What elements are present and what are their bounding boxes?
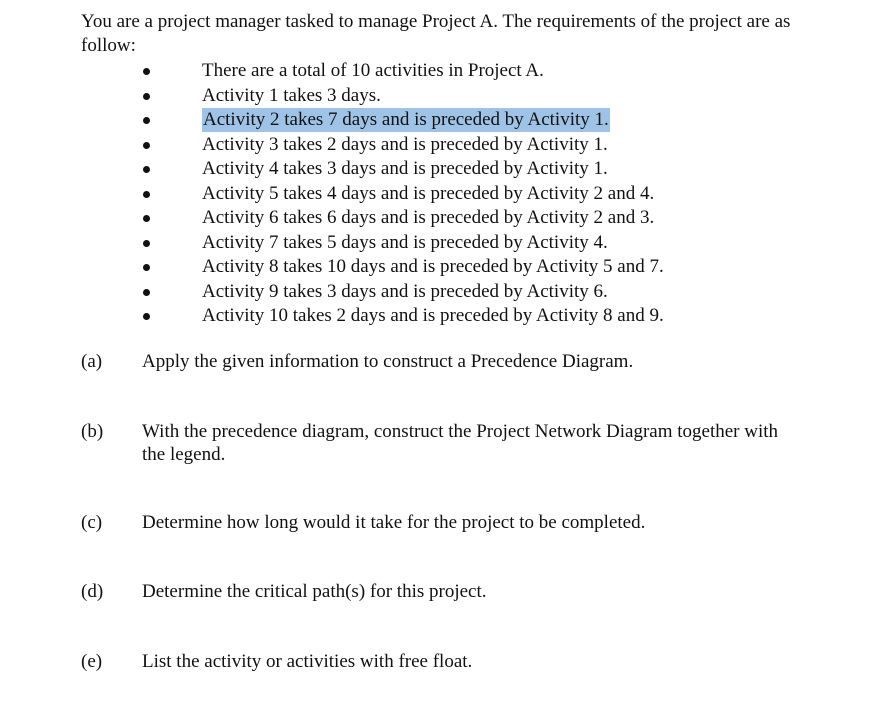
list-item-text: Activity 3 takes 2 days and is preceded by Activity 1. <box>202 133 608 155</box>
list-item <box>0 133 871 158</box>
bullet-icon <box>143 215 150 222</box>
question-text: With the precedence diagram, construct the Project Network Diagram together with the legend. <box>142 421 779 465</box>
bullet-icon <box>143 142 150 149</box>
question-label: (c) <box>81 512 103 533</box>
list-item <box>0 182 871 207</box>
question-text: Apply the given information to construct a Precedence Diagram. <box>142 351 634 372</box>
requirements-list <box>0 59 871 329</box>
list-item-text: Activity 6 takes 6 days and is preceded by Activity 2 and 3. <box>202 207 655 228</box>
list-item-text: There are a total of 10 activities in Project A. <box>202 60 544 81</box>
list-item-text: Activity 7 takes 5 days and is preceded by Activity 4. <box>202 231 608 253</box>
list-item <box>0 280 871 305</box>
list-item-text: Activity 9 takes 3 days and is preceded by Activity 6. <box>202 280 608 302</box>
list-item <box>0 59 871 84</box>
list-item <box>0 84 871 109</box>
bullet-icon <box>143 191 150 198</box>
list-item-text: Activity 10 takes 2 days and is preceded by Activity 8 and 9. <box>202 305 664 326</box>
bullet-icon <box>143 166 150 173</box>
bullet-icon <box>143 93 150 100</box>
list-item-text: Activity 8 takes 10 days and is preceded by Activity 5 and 7. <box>202 256 664 277</box>
question-text: List the activity or activities with free float. <box>142 651 473 672</box>
bullet-icon <box>143 117 150 124</box>
question-label: (b) <box>81 421 104 442</box>
bullet-icon <box>143 289 150 296</box>
list-item <box>0 157 871 182</box>
list-item-text: Activity 5 takes 4 days and is preceded by Activity 2 and 4. <box>202 182 655 204</box>
selected-text[interactable]: Activity 2 takes 7 days and is preceded by Activity 1. <box>203 109 609 130</box>
bullet-icon <box>143 313 150 320</box>
question-text: Determine how long would it take for the project to be completed. <box>142 512 646 533</box>
question-label: (d) <box>81 581 104 602</box>
list-item-text: Activity 1 takes 3 days. <box>202 84 381 106</box>
question-label: (a) <box>81 351 103 372</box>
list-item-text: Activity 4 takes 3 days and is preceded by Activity 1. <box>202 158 608 179</box>
bullet-icon <box>143 240 150 247</box>
list-item <box>0 206 871 231</box>
bullet-icon <box>143 264 150 271</box>
question-text: Determine the critical path(s) for this project. <box>142 581 487 602</box>
bullet-icon <box>143 68 150 75</box>
question-label: (e) <box>81 651 103 672</box>
list-item <box>0 255 871 280</box>
intro-paragraph: You are a project manager tasked to manage Project A. The requirements of the project are as follow: <box>81 11 791 56</box>
list-item <box>0 231 871 256</box>
list-item-highlighted <box>0 108 871 133</box>
list-item <box>0 304 871 329</box>
